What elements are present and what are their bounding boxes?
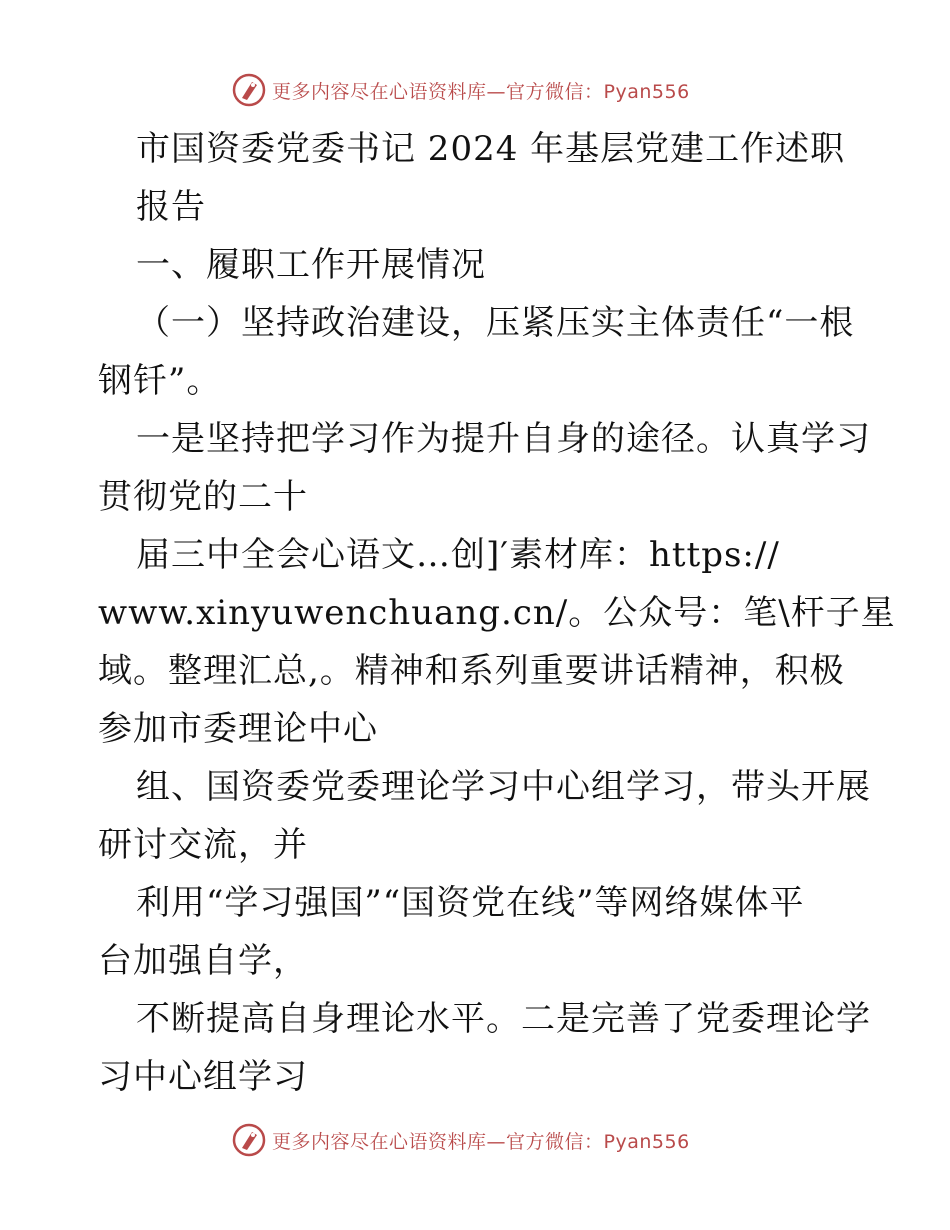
document-title-line-1: 市国资委党委书记 2024 年基层党建工作述职 [136, 129, 846, 169]
paragraph-line: 利用“学习强国”“国资党在线”等网络媒体平 [136, 883, 805, 923]
subsection-heading-line-2: 钢钎”。 [98, 361, 222, 401]
paragraph-line: 习中心组学习 [98, 1057, 308, 1097]
paragraph-line: 台加强自学， [98, 941, 308, 981]
pen-nib-logo-icon [232, 73, 266, 107]
document-body [98, 120, 896, 1106]
paragraph-line: 参加市委理论中心 [98, 709, 378, 749]
paragraph-line: www.xinyuwenchuang.cn/。公众号：笔\杆子星 [98, 593, 896, 633]
subsection-heading-line-1: （一）坚持政治建设，压紧压实主体责任“一根 [136, 303, 855, 343]
watermark-text: 更多内容尽在心语资料库—官方微信：Pyan556 [272, 80, 690, 103]
paragraph-line: 研讨交流，并 [98, 825, 308, 865]
paragraph-line: 一是坚持把学习作为提升自身的途径。认真学习 [136, 419, 871, 459]
footer-watermark-banner [232, 1120, 712, 1160]
watermark-text: 更多内容尽在心语资料库—官方微信：Pyan556 [272, 1130, 690, 1153]
header-watermark-banner [232, 70, 712, 110]
paragraph-line: 届三中全会心语文…创]′素材库：https:// [136, 535, 780, 575]
paragraph-line: 不断提高自身理论水平。二是完善了党委理论学 [136, 999, 871, 1039]
section-heading: 一、履职工作开展情况 [136, 245, 486, 285]
pen-nib-logo-icon [232, 1123, 266, 1157]
paragraph-line: 贯彻党的二十 [98, 477, 308, 517]
document-title-line-2: 报告 [136, 187, 206, 227]
paragraph-line: 组、国资委党委理论学习中心组学习，带头开展 [136, 767, 871, 807]
paragraph-line: 域。整理汇总,。精神和系列重要讲话精神，积极 [98, 651, 845, 691]
